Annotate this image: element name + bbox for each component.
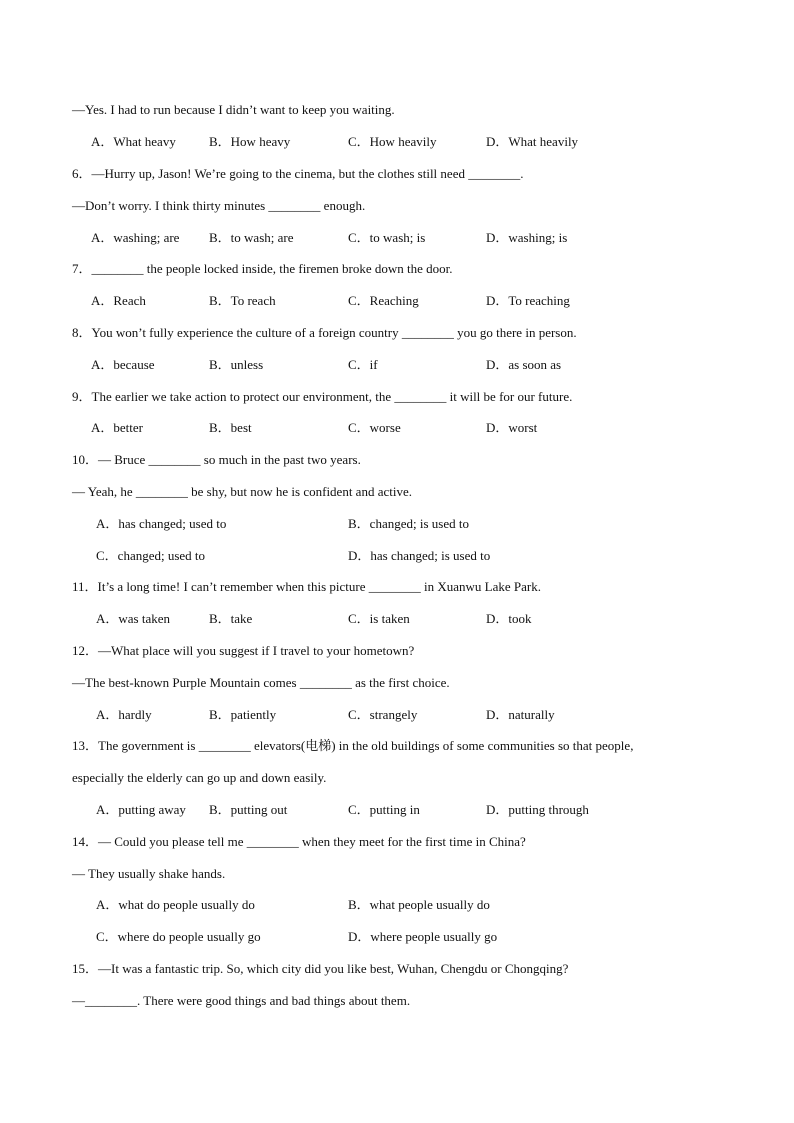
q9-option-d[interactable]: D．worst xyxy=(486,420,538,435)
q6-reply: —Don’t worry. I think thirty minutes ________ enough. xyxy=(72,198,366,213)
q12-option-a[interactable]: A．hardly xyxy=(96,707,152,722)
q15-question: 15．—It was a fantastic trip. So, which city did you like best, Wuhan, Chengdu or Chongqing? xyxy=(72,961,569,976)
q14-option-c[interactable]: C．where do people usually go xyxy=(96,929,261,944)
q14-reply: — They usually shake hands. xyxy=(72,866,226,881)
q12-reply: —The best-known Purple Mountain comes ________ as the first choice. xyxy=(72,675,450,690)
q8-option-d[interactable]: D．as soon as xyxy=(486,357,562,372)
q10-option-a[interactable]: A．has changed; used to xyxy=(96,516,227,531)
q13-question: 13．The government is ________ elevators(电梯) in the old buildings of some communities so that people, xyxy=(72,738,634,753)
q12-option-d[interactable]: D．naturally xyxy=(486,707,555,722)
q9-option-b[interactable]: B．best xyxy=(209,420,252,435)
q10-option-c[interactable]: C．changed; used to xyxy=(96,548,206,563)
q14-option-b[interactable]: B．what people usually do xyxy=(348,897,490,912)
q11-option-a[interactable]: A．was taken xyxy=(96,611,171,626)
q14-question: 14．— Could you please tell me ________ when they meet for the first time in China? xyxy=(72,834,526,849)
q9-option-c[interactable]: C．worse xyxy=(348,420,401,435)
q13-option-b[interactable]: B．putting out xyxy=(209,802,288,817)
q12-option-c[interactable]: C．strangely xyxy=(348,707,418,722)
q11-question: 11．It’s a long time! I can’t remember when this picture ________ in Xuanwu Lake Park. xyxy=(72,579,541,594)
q14-option-d[interactable]: D．where people usually go xyxy=(348,929,498,944)
q11-option-d[interactable]: D．took xyxy=(486,611,532,626)
q13-question-continued: especially the elderly can go up and down easily. xyxy=(72,770,327,785)
q6-question: 6．—Hurry up, Jason! We’re going to the cinema, but the clothes still need ________. xyxy=(72,166,524,181)
q13-option-a[interactable]: A．putting away xyxy=(96,802,186,817)
q5-option-b[interactable]: B．How heavy xyxy=(209,134,291,149)
q5-option-a[interactable]: A．What heavy xyxy=(91,134,176,149)
q7-option-c[interactable]: C．Reaching xyxy=(348,293,419,308)
q10-reply: — Yeah, he ________ be shy, but now he is confident and active. xyxy=(72,484,412,499)
q12-question: 12．—What place will you suggest if I travel to your hometown? xyxy=(72,643,415,658)
q5-answer-line: —Yes. I had to run because I didn’t want to keep you waiting. xyxy=(72,102,395,117)
q10-option-d[interactable]: D．has changed; is used to xyxy=(348,548,491,563)
q13-option-d[interactable]: D．putting through xyxy=(486,802,589,817)
q5-option-c[interactable]: C．How heavily xyxy=(348,134,437,149)
q10-question: 10．— Bruce ________ so much in the past two years. xyxy=(72,452,361,467)
q11-option-b[interactable]: B．take xyxy=(209,611,253,626)
q8-option-b[interactable]: B．unless xyxy=(209,357,264,372)
q12-option-b[interactable]: B．patiently xyxy=(209,707,277,722)
q6-option-b[interactable]: B．to wash; are xyxy=(209,230,294,245)
q7-option-b[interactable]: B．To reach xyxy=(209,293,276,308)
q9-question: 9．The earlier we take action to protect our environment, the ________ it will be for our future. xyxy=(72,389,573,404)
q8-question: 8．You won’t fully experience the culture of a foreign country ________ you go there in person. xyxy=(72,325,577,340)
q8-option-c[interactable]: C．if xyxy=(348,357,378,372)
q9-option-a[interactable]: A．better xyxy=(91,420,143,435)
q13-option-c[interactable]: C．putting in xyxy=(348,802,420,817)
q14-option-a[interactable]: A．what do people usually do xyxy=(96,897,255,912)
q8-option-a[interactable]: A．because xyxy=(91,357,155,372)
q15-reply: —________. There were good things and bad things about them. xyxy=(72,993,411,1008)
q11-option-c[interactable]: C．is taken xyxy=(348,611,410,626)
q7-option-d[interactable]: D．To reaching xyxy=(486,293,570,308)
q7-option-a[interactable]: A．Reach xyxy=(91,293,146,308)
q5-option-d[interactable]: D．What heavily xyxy=(486,134,579,149)
q10-option-b[interactable]: B．changed; is used to xyxy=(348,516,469,531)
q7-question: 7．________ the people locked inside, the firemen broke down the door. xyxy=(72,261,453,276)
q6-option-a[interactable]: A．washing; are xyxy=(91,230,180,245)
q6-option-d[interactable]: D．washing; is xyxy=(486,230,568,245)
q6-option-c[interactable]: C．to wash; is xyxy=(348,230,426,245)
